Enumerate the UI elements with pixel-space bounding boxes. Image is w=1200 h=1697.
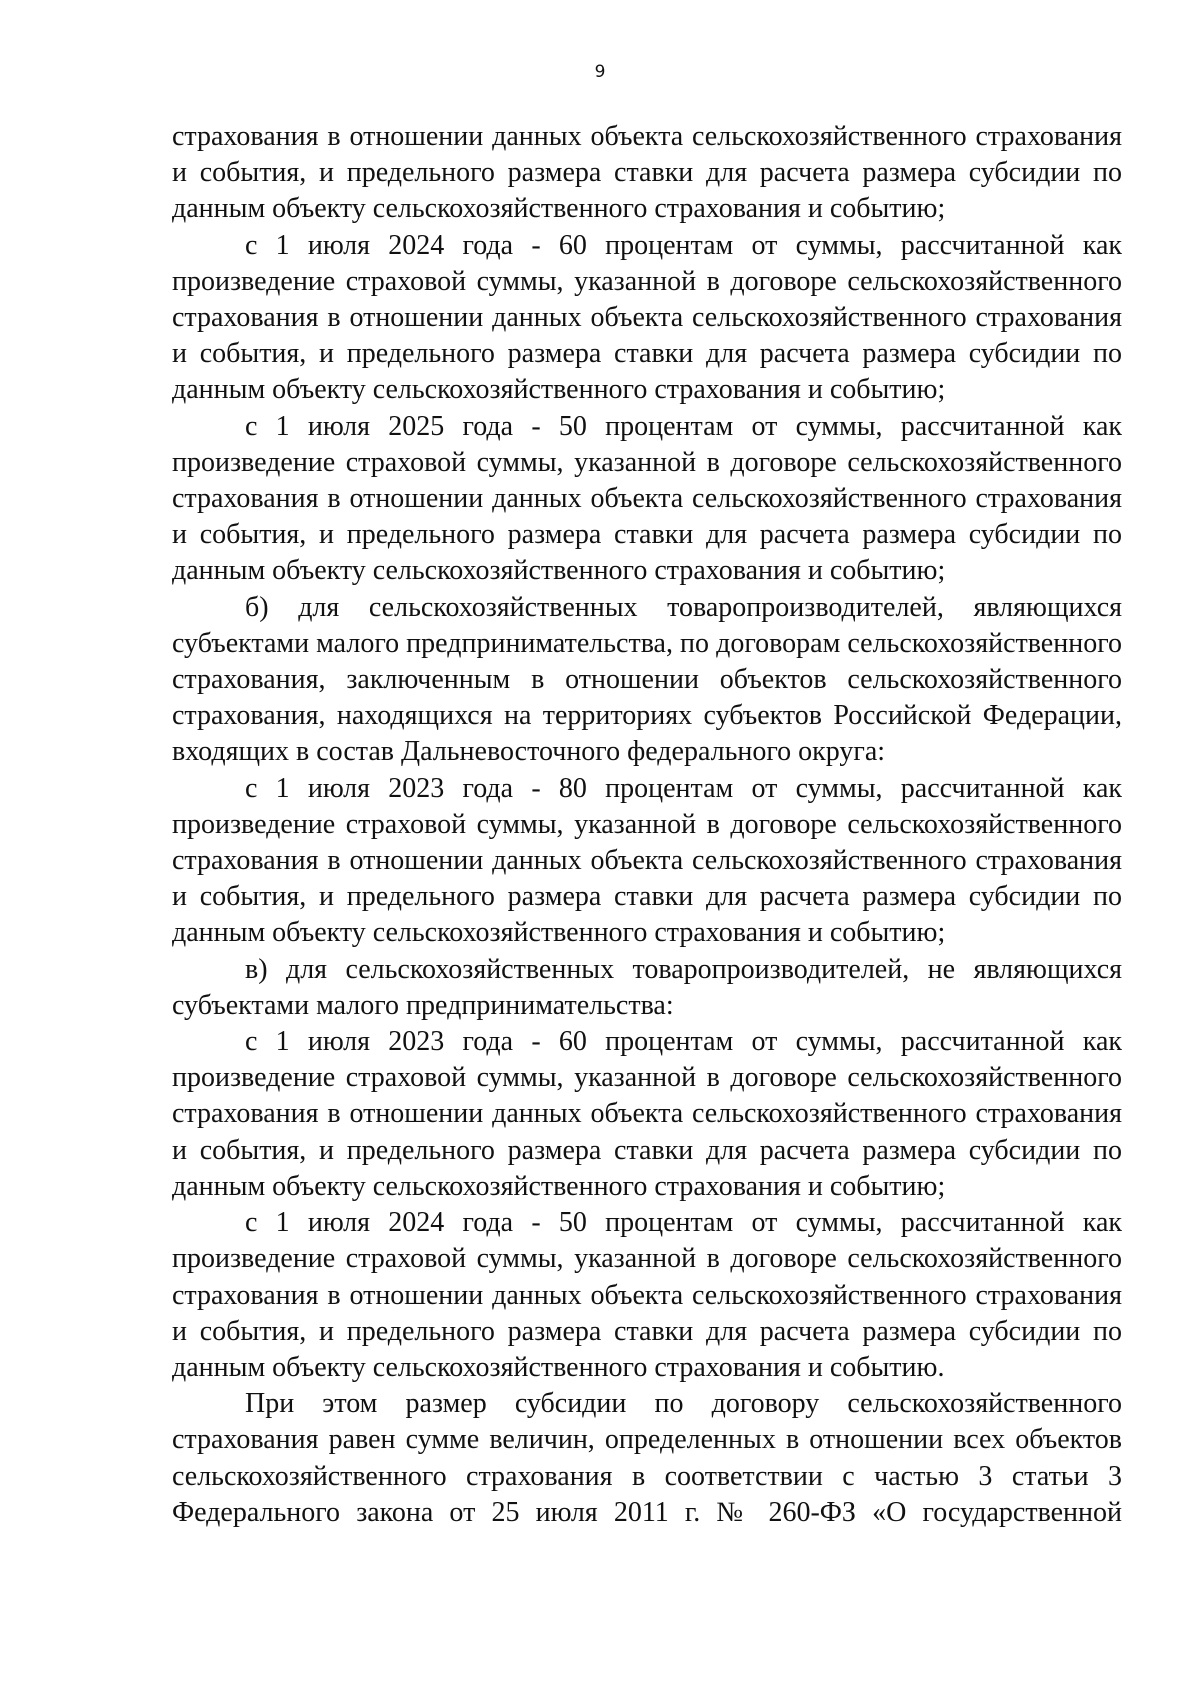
paragraph-2023-80-percent: с 1 июля 2023 года - 80 процентам от суммы, рассчитанной как произведение страховой суммы, указанной в договоре сельскохозяйственного страхования в отношении данных объекта сельскохозяйственного страхования и события, и предельного размера ставки для расчета размера субсидии по данным объекту сельскохозяйственного страхования и событию; <box>172 772 1122 949</box>
paragraph-subsidy-size: При этом размер субсидии по договору сельскохозяйственного страхования равен сумме величин, определенных в отношении всех объектов сельскохозяйственного страхования в соответствии с частью 3 статьи 3 Федерального закона от 25 июля 2011 г. № 260-ФЗ «О государственной <box>172 1388 1122 1528</box>
paragraph-2024-60-percent: с 1 июля 2024 года - 60 процентам от суммы, рассчитанной как произведение страховой суммы, указанной в договоре сельскохозяйственного страхования в отношении данных объекта сельскохозяйственного страхования и события, и предельного размера ставки для расчета размера субсидии по данным объекту сельскохозяйственного страхования и событию; <box>172 229 1122 406</box>
paragraph-2024-50-percent: с 1 июля 2024 года - 50 процентам от суммы, рассчитанной как произведение страховой суммы, указанной в договоре сельскохозяйственного страхования в отношении данных объекта сельскохозяйственного страхования и события, и предельного размера ставки для расчета размера субсидии по данным объекту сельскохозяйственного страхования и событию. <box>172 1207 1122 1383</box>
paragraph-2023-60-percent: с 1 июля 2023 года - 60 процентам от суммы, рассчитанной как произведение страховой суммы, указанной в договоре сельскохозяйственного страхования в отношении данных объекта сельскохозяйственного страхования и события, и предельного размера ставки для расчета размера субсидии по данным объекту сельскохозяйственного страхования и событию; <box>172 1026 1122 1202</box>
paragraph-item-v: в) для сельскохозяйственных товаропроизводителей, не являющихся субъектами малого предпринимательства: <box>172 953 1122 1021</box>
page-number: 9 <box>594 62 606 82</box>
document-body <box>172 119 1122 1531</box>
paragraph-item-b: б) для сельскохозяйственных товаропроизводителей, являющихся субъектами малого предпринимательства, по договорам сельскохозяйственного страхования, заключенным в отношении объектов сельскохозяйственного страхования, находящихся на территориях субъектов Российской Федерации, входящих в состав Дальневосточного федерального округа: <box>172 591 1122 768</box>
paragraph-2025-50-percent: с 1 июля 2025 года - 50 процентам от суммы, рассчитанной как произведение страховой суммы, указанной в договоре сельскохозяйственного страхования в отношении данных объекта сельскохозяйственного страхования и события, и предельного размера ставки для расчета размера субсидии по данным объекту сельскохозяйственного страхования и событию; <box>172 410 1122 587</box>
paragraph-continued: страхования в отношении данных объекта сельскохозяйственного страхования и события, и предельного размера ставки для расчета размера субсидии по данным объекту сельскохозяйственного страхования и событию; <box>172 121 1122 225</box>
